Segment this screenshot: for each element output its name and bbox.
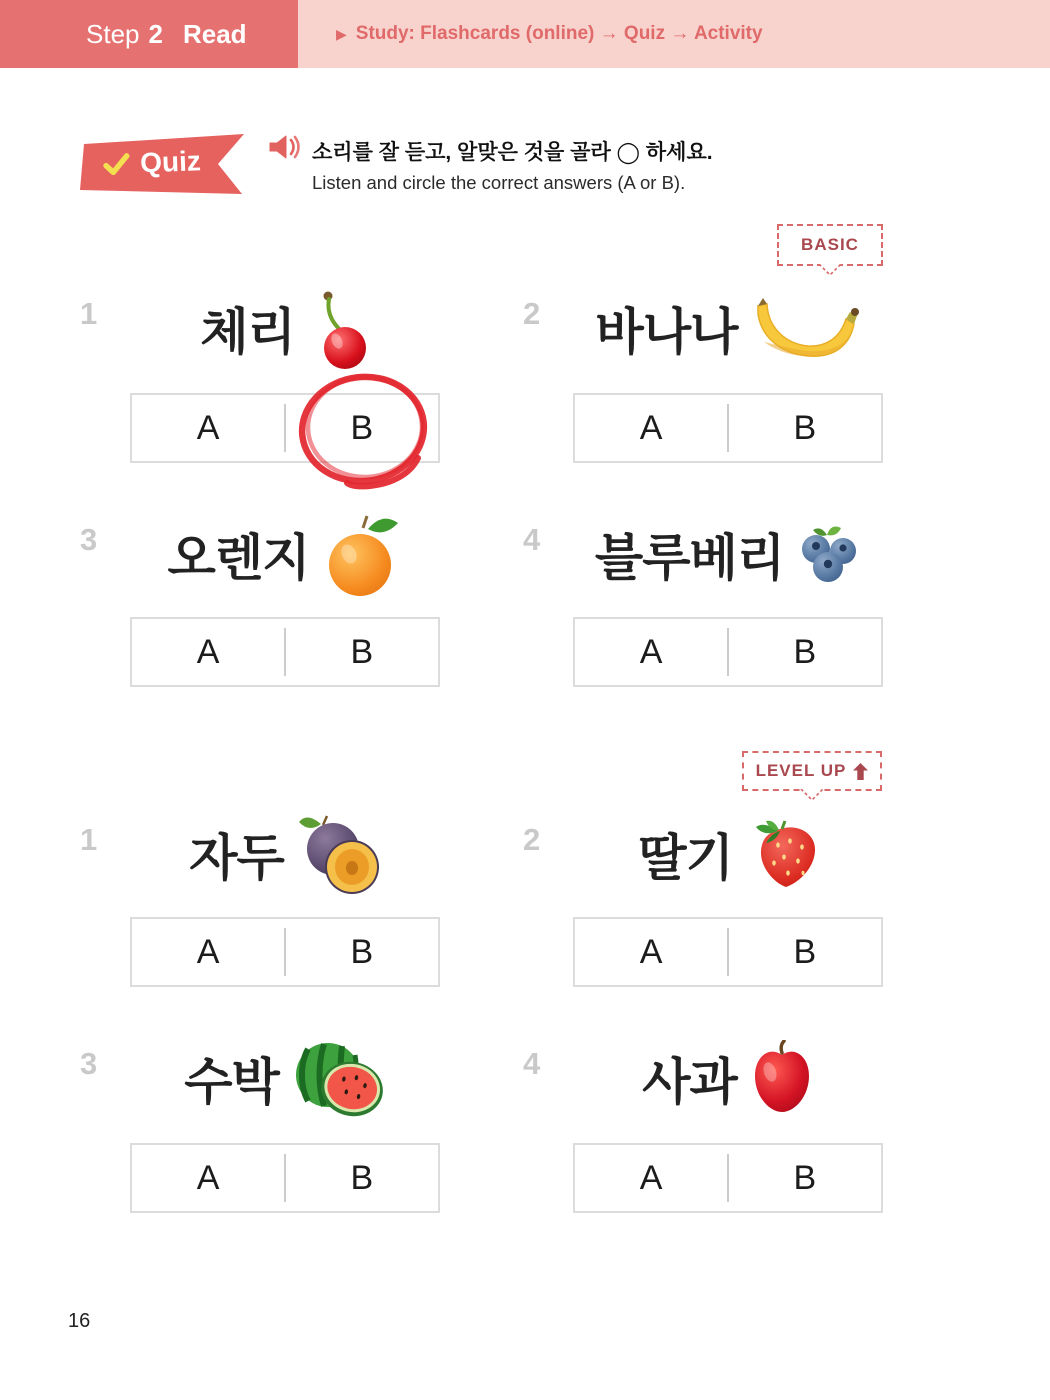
basic-tag: [777, 224, 883, 266]
check-icon: [103, 152, 131, 176]
option-b[interactable]: B: [793, 408, 817, 447]
page-number: 16: [68, 1310, 91, 1332]
instruction-korean: 소리를 잘 듣고, 알맞은 것을 골라 ◯ 하세요.: [312, 141, 713, 164]
option-b[interactable]: B: [793, 1158, 817, 1197]
item-word: 체리: [200, 304, 295, 360]
answer-box: [130, 617, 440, 687]
option-a[interactable]: A: [639, 632, 663, 671]
item-title: [573, 506, 883, 602]
answer-box: [573, 393, 883, 463]
quiz-item: [80, 280, 440, 447]
item-number: 3: [80, 522, 98, 557]
quiz-item: [523, 280, 883, 447]
item-number: 1: [80, 296, 98, 331]
quiz-item: [80, 806, 440, 971]
item-title: [130, 1030, 440, 1126]
item-word: 바나나: [595, 304, 738, 360]
cherry-image: [308, 286, 370, 370]
quiz-item: [80, 1030, 440, 1197]
quiz-instructions: [312, 136, 713, 194]
option-a[interactable]: A: [196, 932, 220, 971]
level-up-tag-label: LEVEL UP: [755, 761, 847, 780]
study-path-text: Study: Flashcards (online) → Quiz → Activity: [355, 23, 763, 44]
quiz-badge-label: Quiz: [139, 145, 202, 179]
answer-box: [573, 917, 883, 987]
item-title: [573, 1030, 883, 1126]
item-number: 4: [523, 522, 541, 557]
option-a[interactable]: A: [639, 408, 663, 447]
level-up-tag: [742, 751, 882, 791]
answer-box: [573, 617, 883, 687]
quiz-item: [523, 806, 883, 971]
item-number: 2: [523, 822, 541, 857]
option-b[interactable]: B: [350, 1158, 374, 1197]
basic-tag-label: BASIC: [801, 235, 859, 254]
item-word: 자두: [189, 830, 284, 886]
option-b[interactable]: B: [793, 932, 817, 971]
option-b[interactable]: B: [350, 932, 374, 971]
plum-image: [297, 811, 381, 897]
strawberry-image: [746, 819, 818, 889]
step-number: 2: [148, 18, 163, 49]
instruction-english: Listen and circle the correct answers (A or B).: [312, 172, 686, 193]
answer-box: [130, 393, 440, 463]
item-title: [573, 806, 883, 902]
quiz-item: [80, 506, 440, 671]
item-word: 사과: [642, 1054, 737, 1110]
banana-image: [750, 292, 860, 364]
option-a[interactable]: A: [196, 632, 220, 671]
option-a[interactable]: A: [196, 1158, 220, 1197]
item-word: 수박: [184, 1054, 279, 1110]
option-a[interactable]: A: [639, 1158, 663, 1197]
option-a[interactable]: A: [196, 408, 220, 447]
up-arrow-icon: [853, 763, 868, 780]
item-title: [130, 280, 440, 376]
apple-image: [750, 1040, 814, 1116]
speaker-icon: [268, 133, 302, 161]
item-title: [130, 506, 440, 602]
item-title: [130, 806, 440, 902]
triangle-bullet-icon: ▶: [336, 25, 347, 42]
option-b[interactable]: B: [350, 408, 374, 447]
orange-image: [322, 510, 402, 598]
option-a[interactable]: A: [639, 932, 663, 971]
item-word: 오렌지: [167, 530, 310, 586]
item-number: 4: [523, 1046, 541, 1081]
step-label: Step: [86, 18, 140, 49]
item-number: 1: [80, 822, 98, 857]
item-word: 블루베리: [594, 530, 785, 586]
blueberry-image: [797, 523, 861, 585]
item-number: 3: [80, 1046, 98, 1081]
quiz-badge: [78, 134, 244, 196]
quiz-item: [523, 506, 883, 671]
option-b[interactable]: B: [793, 632, 817, 671]
item-number: 2: [523, 296, 541, 331]
tag-notch-icon: [818, 264, 842, 278]
watermelon-image: [292, 1039, 386, 1117]
tag-notch-icon: [800, 789, 824, 803]
answer-box: [130, 1143, 440, 1213]
study-path: [336, 0, 763, 68]
answer-box: [573, 1143, 883, 1213]
step-title: Read: [182, 18, 247, 49]
answer-box: [130, 917, 440, 987]
option-b[interactable]: B: [350, 632, 374, 671]
item-word: 딸기: [638, 830, 733, 886]
quiz-item: [523, 1030, 883, 1197]
item-title: [573, 280, 883, 376]
step-header: [0, 0, 298, 68]
